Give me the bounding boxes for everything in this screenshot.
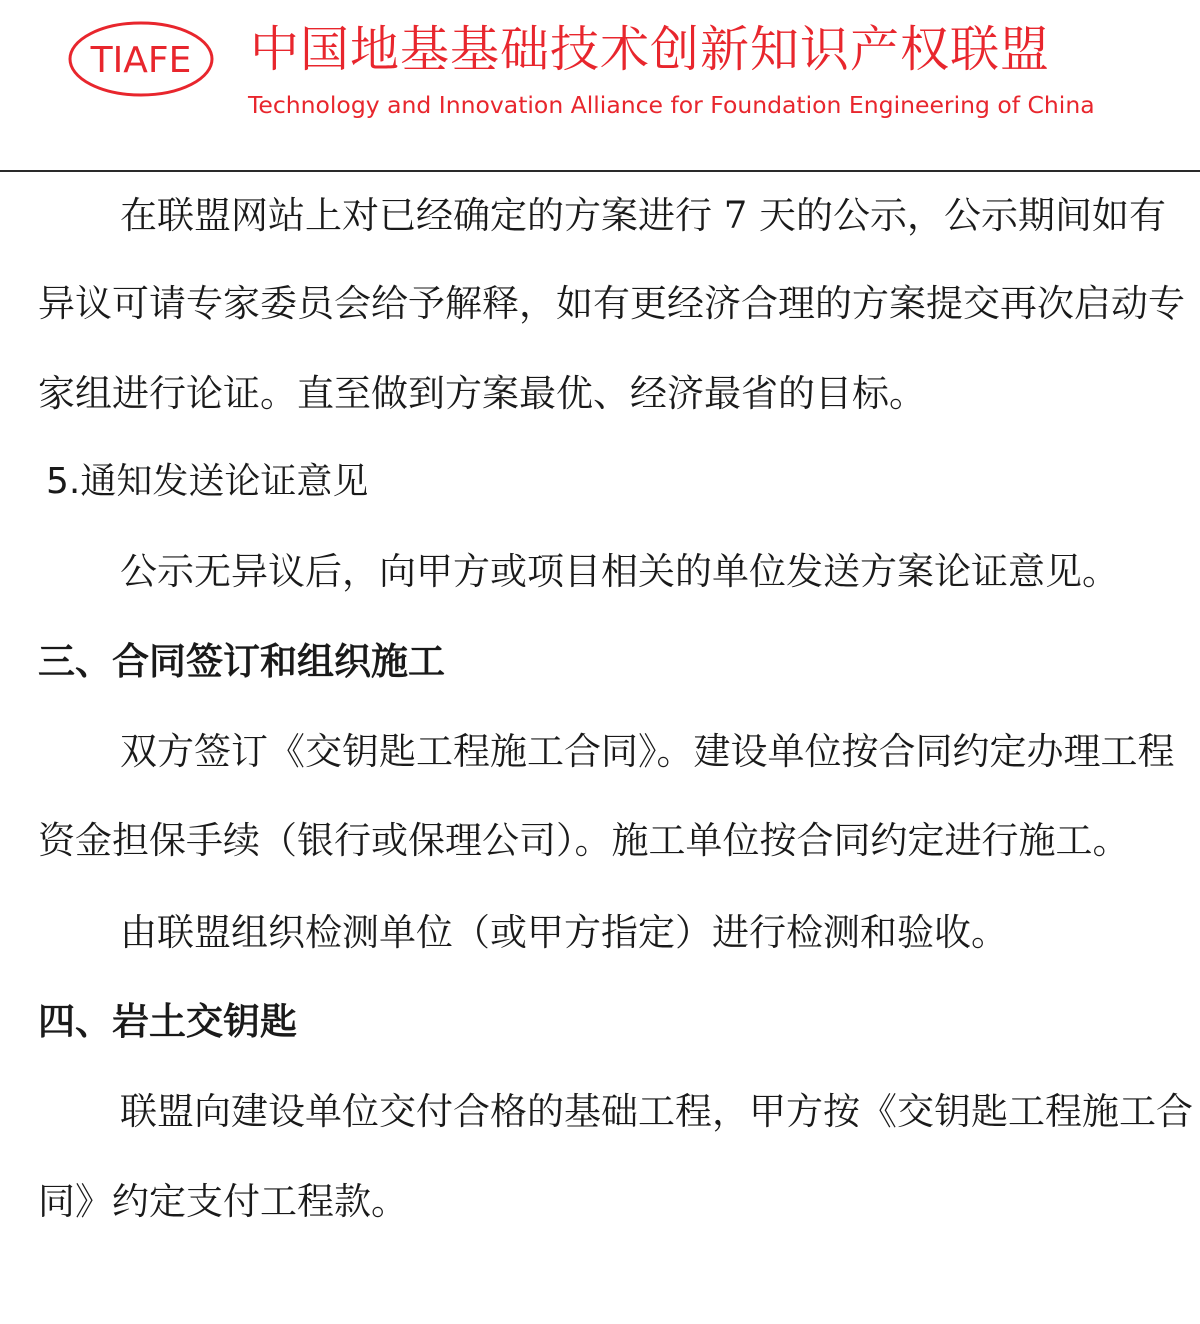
tiafe-logo-graphic: [68, 20, 214, 98]
paragraph-line: 资金担保手续（银行或保理公司）。施工单位按合同约定进行施工。: [38, 819, 1130, 862]
paragraph-line: 同》约定支付工程款。: [38, 1180, 408, 1223]
section-heading: 四、岩土交钥匙: [38, 1000, 297, 1043]
logo-text: TIAFE: [90, 40, 192, 81]
section-heading: 三、合同签订和组织施工: [38, 640, 445, 683]
paragraph-line: 公示无异议后，向甲方或项目相关的单位发送方案论证意见。: [120, 550, 1119, 593]
tiafe-logo: [68, 20, 214, 98]
org-name-cn: 中国地基基础技术创新知识产权联盟: [250, 21, 1051, 78]
paragraph-line: 双方签订《交钥匙工程施工合同》。建设单位按合同约定办理工程: [120, 730, 1175, 773]
org-name-en: Technology and Innovation Alliance for Foundation Engineering of China: [248, 91, 1095, 119]
header-divider: [0, 170, 1200, 172]
paragraph-line: 在联盟网站上对已经确定的方案进行 7 天的公示，公示期间如有: [120, 194, 1167, 237]
paragraph-line: 由联盟组织检测单位（或甲方指定）进行检测和验收。: [120, 911, 1008, 954]
step-title: 5.通知发送论证意见: [46, 461, 369, 502]
paragraph-line: 异议可请专家委员会给予解释，如有更经济合理的方案提交再次启动专: [38, 282, 1185, 325]
paragraph-line: 联盟向建设单位交付合格的基础工程，甲方按《交钥匙工程施工合: [120, 1090, 1193, 1133]
paragraph-line: 家组进行论证。直至做到方案最优、经济最省的目标。: [38, 372, 926, 415]
letterhead: [0, 0, 1200, 170]
